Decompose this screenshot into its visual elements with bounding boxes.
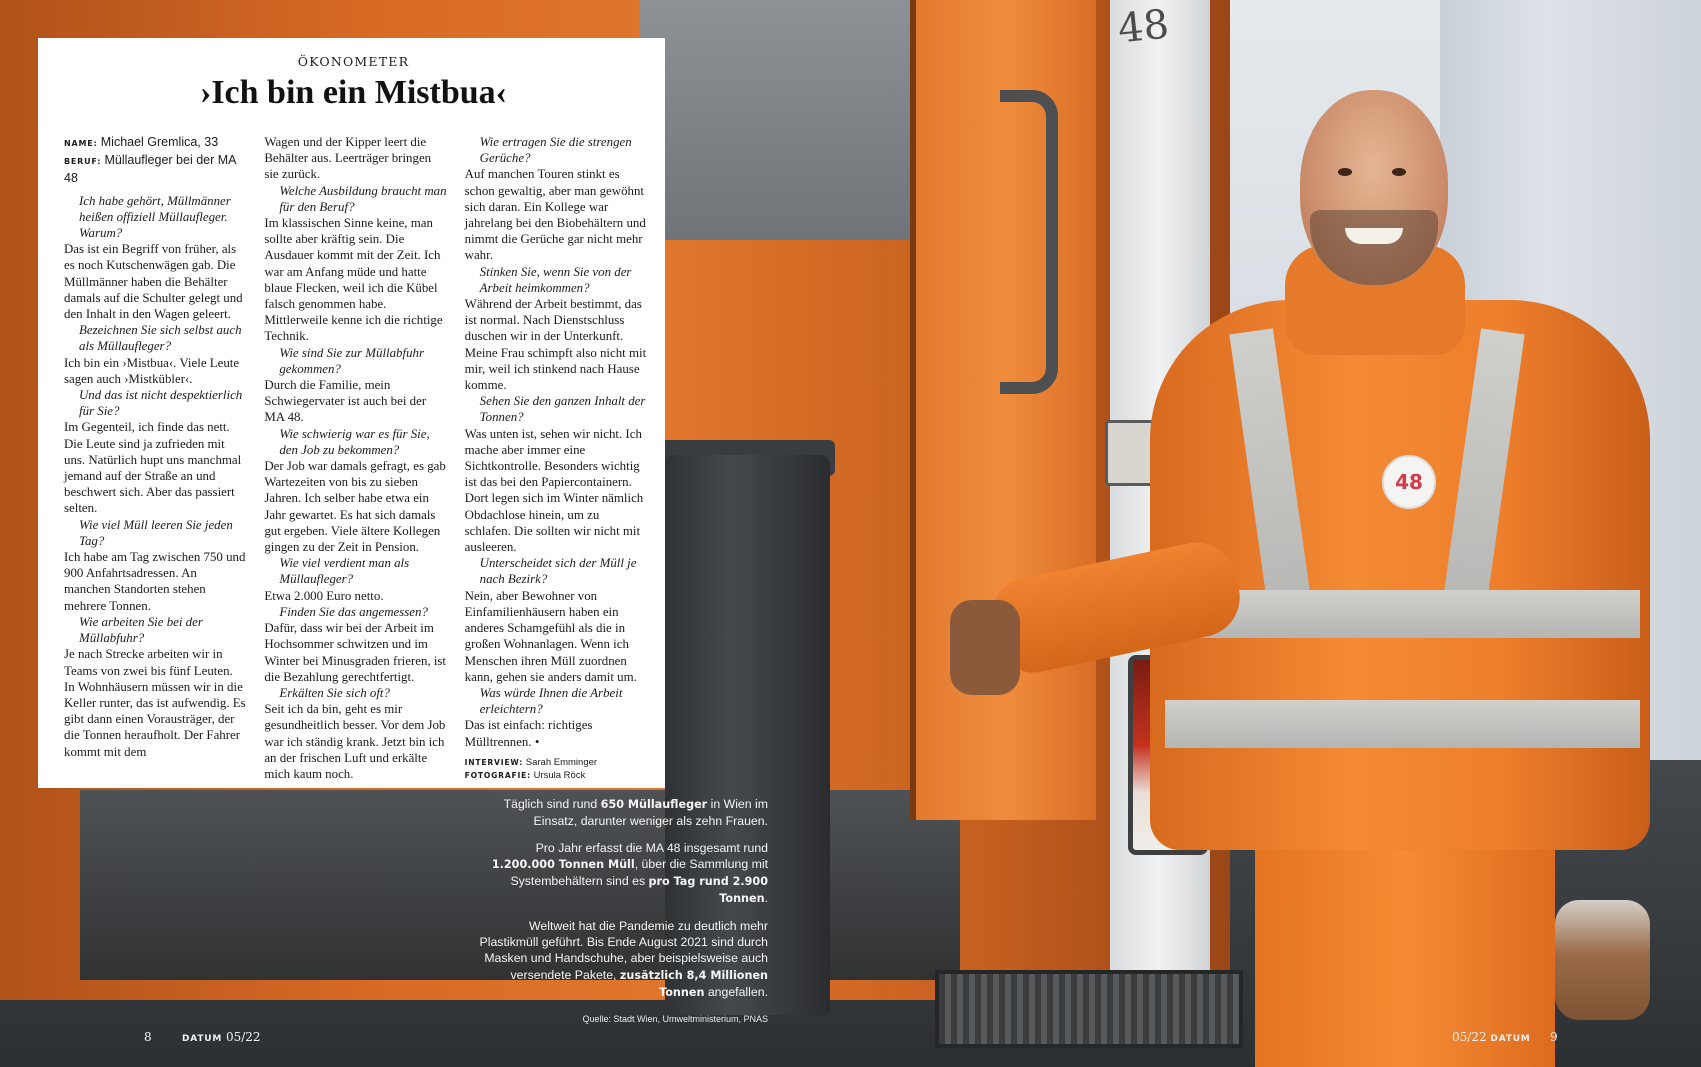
meta-name xyxy=(64,134,246,152)
fact-text: Weltweit hat die Pandemie zu deutlich mehr Plastikmüll geführt. Bis Ende August 2021 sind durch Masken und Handschuhe, aber beispielsweise auch versendete Pakete, xyxy=(479,918,768,982)
interview-answer: Wagen und der Kipper leert die Behälter aus. Leerträger bringen sie zurück. xyxy=(264,135,432,182)
credit-line xyxy=(465,756,647,769)
magazine-brand: DATUM xyxy=(182,1034,223,1044)
page-number-left: 8 xyxy=(144,1030,152,1044)
fact-text: in Wien im Einsatz, darunter weniger als zehn Frauen. xyxy=(533,797,768,829)
interview-question: Wie viel verdient man als Müllaufleger? xyxy=(279,556,410,587)
fact-text: Pro Jahr erfasst die MA 48 insgesamt rund xyxy=(535,840,768,855)
interview-question: Finden Sie das angemessen? xyxy=(279,604,428,619)
eye xyxy=(1392,168,1406,176)
interview-question: Was würde Ihnen die Arbeit erleichtern? xyxy=(479,685,623,717)
meta-label: NAME: xyxy=(64,139,98,148)
fact-highlight: pro Tag rund 2.900 Tonnen xyxy=(648,875,768,906)
facts-box xyxy=(472,796,768,1028)
issue-number: 05/22 xyxy=(225,1030,261,1044)
interview-answer: Je nach Strecke arbeiten wir in Teams von zwei bis fünf Leuten. In Wohnhäusern müssen wir in die Keller runter, das ist aufwendig. Es gibt dann einen Vorausträger, der die Tonnen heraufholt. Der Fahrer kommt mit dem xyxy=(64,647,246,759)
interview-question: Stinken Sie, wenn Sie von der Arbeit heimkommen? xyxy=(479,264,632,295)
interview-question: Wie schwierig war es für Sie, den Job zu bekommen? xyxy=(279,426,430,457)
credit-label: FOTOGRAFIE: xyxy=(464,770,531,780)
interview-answer: Der Job war damals gefragt, es gab Wartezeiten von bis zu sieben Jahren. Ich selber habe etwa ein Jahr gewartet. Es hat sich damals gut ergeben. Viele ältere Kollegen gingen zu der Zeit in Pension. xyxy=(264,459,446,555)
meta-value: Müllaufleger bei der MA 48 xyxy=(64,153,236,186)
interview-answer: Während der Arbeit bestimmt, das ist normal. Nach Dienstschluss duschen wir in der Unterkunft. Meine Frau schimpft also nicht mit mir, weil ich stinkend nach Hause komme. xyxy=(464,297,647,393)
meta-job xyxy=(64,152,246,186)
fact-highlight: zusätzlich 8,4 Millionen Tonnen xyxy=(619,968,768,999)
interview-answer: Im Gegenteil, ich finde das nett. Die Leute sind ja zufrieden mit uns. Natürlich hupt uns manchmal jemand auf der Straße an und beschwert sich. Aber das passiert selten. xyxy=(64,420,242,516)
article-columns xyxy=(64,134,647,782)
glove-right xyxy=(1555,900,1650,1020)
truck-number: 48 xyxy=(1115,1,1172,53)
fact-text: angefallen. xyxy=(704,984,768,999)
interview-question: Welche Ausbildung braucht man für den Beruf? xyxy=(279,183,447,214)
interview-answer: Nein, aber Bewohner von Einfamilienhäusern haben ein anderes Schamgefühl als die in großen Wohnanlagen. Wenn ich Menschen ihren Müll zuordnen kann, gehen sie anders damit um. xyxy=(464,588,637,684)
fact-highlight: 650 Müllaufleger xyxy=(600,798,708,811)
column-1 xyxy=(64,134,246,782)
interview-question: Wie ertragen Sie die strengen Gerüche? xyxy=(479,135,632,166)
interview-question: Sehen Sie den ganzen Inhalt der Tonnen? xyxy=(479,394,646,425)
credit-line xyxy=(465,769,647,782)
article-box xyxy=(38,38,665,788)
fact-highlight: 1.200.000 Tonnen Müll xyxy=(491,857,635,871)
interview-answer: Das ist einfach: richtiges Mülltrennen. • xyxy=(464,718,593,749)
smile xyxy=(1345,228,1403,244)
truck-handle xyxy=(1000,90,1058,394)
interview-question: Wie viel Müll leeren Sie jeden Tag? xyxy=(79,517,233,548)
interview-answer: Was unten ist, sehen wir nicht. Ich mache aber immer eine Sichtkontrolle. Besonders wichtig ist das bei den Papiercontainern. Dort legen sich im Winter nämlich Obdachlose hinein, um zu schlafen. Die sollten wir nicht mit ausleeren. xyxy=(464,426,644,555)
column-3 xyxy=(465,134,647,782)
folio-right xyxy=(1452,1030,1531,1044)
fact-paragraph xyxy=(472,918,768,1001)
meta-label: BERUF: xyxy=(64,157,102,167)
credit-value: Sarah Emminger xyxy=(525,756,598,768)
interview-answer: Etwa 2.000 Euro netto. xyxy=(264,588,384,603)
column-2 xyxy=(264,134,446,782)
reflective-stripe xyxy=(1165,700,1640,748)
interview-question: Ich habe gehört, Müllmänner heißen offiziell Müllaufleger. Warum? xyxy=(79,193,231,241)
folio-left xyxy=(182,1030,261,1044)
source-note: Quelle: Stadt Wien, Umweltministerium, PNAS xyxy=(582,1014,768,1025)
interview-answer: Seit ich da bin, geht es mir gesundheitlich besser. Vor dem Job war ich ständig krank. Jetzt bin ich an der frischen Luft und erkälte mich kaum noch. xyxy=(264,702,446,781)
credit-value: Ursula Röck xyxy=(533,769,586,781)
section-kicker: ÖKONOMETER xyxy=(297,54,410,69)
ma48-badge: 48 xyxy=(1382,455,1436,509)
interview-question: Bezeichnen Sie sich selbst auch als Müllaufleger? xyxy=(79,323,242,354)
interview-answer: Durch die Familie, mein Schwiegervater ist auch bei der MA 48. xyxy=(264,378,427,425)
interview-answer: Im klassischen Sinne keine, man sollte aber kräftig sein. Die Ausdauer kommt mit der Zeit. Ich war am Anfang müde und hatte blaue Flecken, weil ich die Kübel falsch genommen habe. Mittlerweile kenne ich die richtige Technik. xyxy=(264,216,443,344)
interview-question: Erkälten Sie sich oft? xyxy=(279,685,390,700)
interview-question: Wie sind Sie zur Müllabfuhr gekommen? xyxy=(279,345,424,376)
fact-text: . xyxy=(764,891,768,906)
fact-paragraph xyxy=(472,840,768,908)
page-number-right: 9 xyxy=(1550,1030,1558,1044)
interview-question: Und das ist nicht despektierlich für Sie? xyxy=(79,388,243,419)
interview-question: Wie arbeiten Sie bei der Müllabfuhr? xyxy=(79,614,203,646)
fact-text: Täglich sind rund xyxy=(503,797,601,811)
interview-answer: Das ist ein Begriff von früher, als es noch Kutschenwägen gab. Die Müllmänner haben die Behälter damals auf die Schulter gelegt und den Inhalt in den Wagen geleert. xyxy=(64,242,243,322)
meta-value: Michael Gremlica, 33 xyxy=(100,135,219,149)
eye xyxy=(1338,168,1352,176)
interview-answer: Ich bin ein ›Mistbua‹. Viele Leute sagen auch ›Mistkübler‹. xyxy=(64,355,240,386)
glove-left xyxy=(950,600,1020,695)
truck-hopper xyxy=(640,0,920,240)
credit-label: INTERVIEW: xyxy=(464,757,524,767)
headline: ›Ich bin ein Mistbua‹ xyxy=(200,74,507,111)
magazine-brand: DATUM xyxy=(1490,1034,1531,1044)
interview-question: Unterscheidet sich der Müll je nach Bezirk? xyxy=(479,556,637,587)
fact-paragraph xyxy=(472,796,768,830)
truck-step xyxy=(935,970,1243,1048)
interview-answer: Auf manchen Touren stinkt es schon gewaltig, aber man gewöhnt sich daran. Ein Kollege war jahrelang bei den Biobehältern und nimmt die Gerüche gar nicht mehr wahr. xyxy=(464,167,646,263)
interview-answer: Ich habe am Tag zwischen 750 und 900 Anfahrtsadressen. An manchen Standorten stehen mehrere Tonnen. xyxy=(64,550,246,613)
interview-answer: Dafür, dass wir bei der Arbeit im Hochsommer schwitzen und im Winter bei Minusgraden frieren, ist die Bezahlung gerechtfertigt. xyxy=(264,621,447,684)
issue-number: 05/22 xyxy=(1452,1030,1487,1044)
fact-text: , über die Sammlung mit Systembehältern sind es xyxy=(510,856,768,889)
